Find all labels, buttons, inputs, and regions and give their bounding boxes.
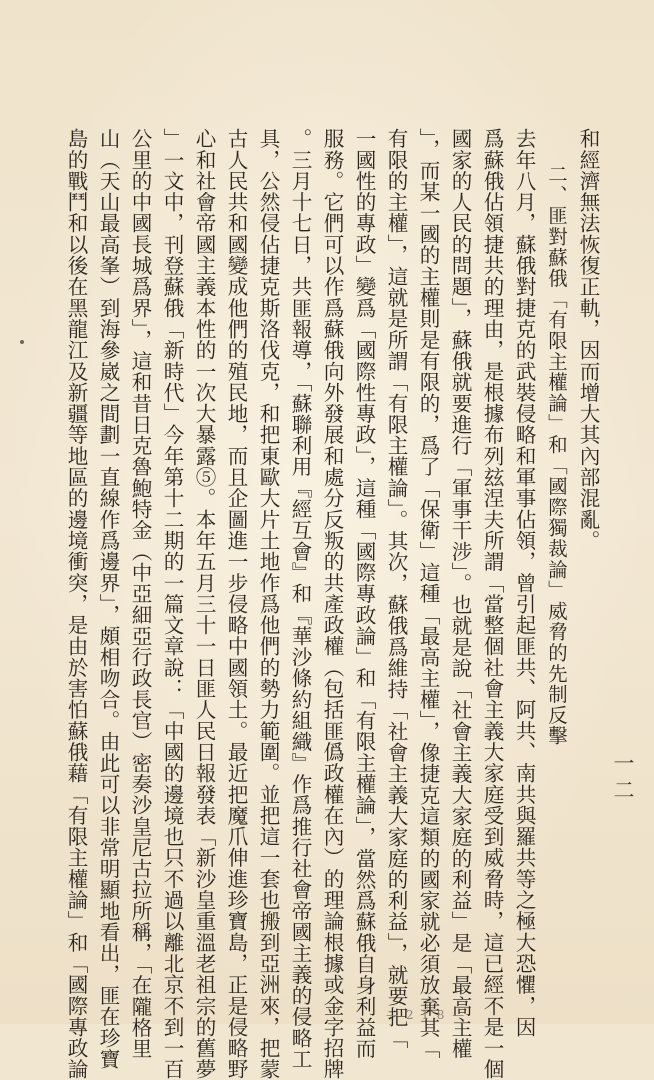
section-heading: 二、匪對蘇俄「有限主權論」和「國際獨裁論」威脅的先制反擊 — [545, 164, 568, 747]
text-column: 國家的人民的問題」，蘇俄就要進行「軍事干涉」。也就是說「社會主義大家庭的利益」是「最高主權 — [448, 128, 472, 1060]
text-column: 。三月十七日，共匪報導，「蘇聯利用『經互會』和『華沙條約組織』作爲推行社會帝國主義的侵略工 — [288, 128, 312, 1070]
text-column: 去年八月，蘇俄對捷克的武裝侵略和軍事佔領，曾引起匪共、阿共、南共與羅共等之極大恐懼，因 — [512, 128, 536, 1038]
text-column: 心和社會帝國主義本性的一次大暴露⑤。本年五月三十一日匪人民日報發表「新沙皇重溫老祖宗的舊夢 — [192, 128, 216, 1080]
footer-folio-mark: — 2 1 8 — — [386, 1008, 467, 1022]
text-column: 島的戰鬥和以後在黑龍江及新疆等地區的邊境衝突，是由於害怕蘇俄藉「有限主權論」和「國際專政論 — [64, 128, 88, 1080]
ink-speck — [20, 340, 24, 344]
text-column: 服務。它們可以作爲蘇俄向外發展和處分反叛的共產政權（包括匪僞政權在內）的理論根據或金字招牌 — [320, 128, 344, 1080]
text-column: 」一文中，刊登蘇俄「新時代」今年第十二期的一篇文章說：「中國的邊境也只不過以離北京不到一百 — [160, 128, 184, 1080]
text-column: 」，而某一國的主權則是有限的，爲了「保衛」這種「最高主權」，像捷克這類的國家就必須放棄其「 — [416, 128, 440, 1060]
text-column: 和經濟無法恢復正軌，因而增大其內部混亂。 — [576, 128, 600, 551]
text-column: 公里的中國長城爲界」，這和昔日克魯鮑特金（中亞細亞行政長官）密奏沙皇尼古拉所稱，「在隴格里 — [128, 128, 152, 1060]
page-number: 一二 — [611, 752, 635, 806]
text-column: 一國性的專政」變爲「國際性專政」，這種「國際專政論」和「有限主權論」，當然爲蘇俄自身利益而 — [352, 128, 376, 1060]
text-column: 山（天山最高峯）到海參崴之間劃一直線作爲邊界」，頗相吻合。由此可以非常明顯地看出，匪在珍寶 — [96, 128, 120, 1070]
text-column: 爲蘇俄佔領捷共的理由，是根據布列玆涅夫所謂「當整個社會主義大家庭受到威脅時，這已經不是一個 — [480, 128, 504, 1080]
text-column: 有限的主權」，這就是所謂「有限主權論」。其次，蘇俄爲維持「社會主義大家庭的利益」，就要把「 — [384, 128, 408, 1049]
text-column: 古人民共和國變成他們的殖民地，而且企圖進一步侵略中國領土。最近把魔爪伸進珍寶島，正是侵略野 — [224, 128, 248, 1080]
text-column: 具，公然侵佔捷克斯洛伐克，和把東歐大片土地作爲他們的勢力範圍。並把這一套也搬到亞洲來，把蒙 — [256, 128, 280, 1080]
